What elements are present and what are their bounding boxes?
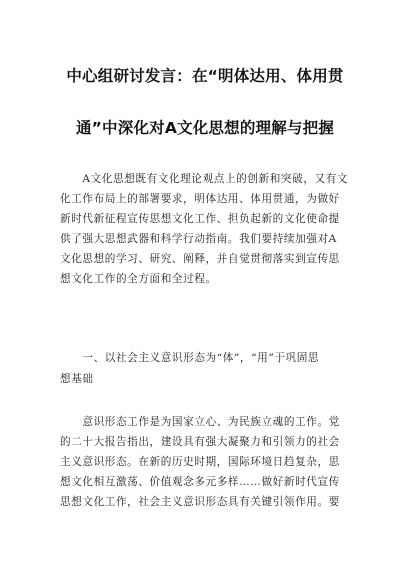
paragraph-line: 主义意识形态。在新的历史时期，国际环境日趋复杂，思 — [60, 456, 340, 468]
paragraph-line: 想文化相互激荡、价值观念多元多样……做好新时代宣传 — [60, 476, 340, 488]
paragraph-line: 的二十大报告指出，建设具有强大凝聚力和引领力的社会 — [60, 436, 340, 448]
heading-line: 想基础 — [60, 373, 94, 385]
section-heading-1 — [60, 348, 352, 390]
paragraph-line: 思想文化工作，社会主义意识形态具有关键引领作用。要 — [60, 496, 340, 508]
document-title-line-2: 通”中深化对A文化思想的理解与把握 — [75, 119, 335, 137]
paragraph-line: 化工作布局上的部署要求，明体达用、体用贯通，为做好 — [60, 193, 340, 205]
document-title-line-1: 中心组研讨发言：在“明体达用、体用贯 — [66, 67, 344, 85]
paragraph-line: 文化思想的学习、研究、阐释，并自觉贯彻落实到宣传思 — [60, 253, 340, 265]
paragraph-line: 想文化工作的全方面和全过程。 — [60, 273, 217, 285]
paragraph-line: 新时代新征程宣传思想文化工作、担负起新的文化使命提 — [60, 213, 340, 225]
paragraph-ideology — [60, 412, 352, 512]
heading-line: 一、以社会主义意识形态为“体”，“用”于巩固思 — [60, 352, 320, 364]
paragraph-line: 意识形态工作是为国家立心、为民族立魂的工作。党 — [60, 416, 340, 428]
paragraph-line: A文化思想既有文化理论观点上的创新和突破，又有文 — [60, 173, 349, 185]
paragraph-line: 供了强大思想武器和科学行动指南。我们要持续加强对A — [60, 233, 337, 245]
paragraph-intro — [60, 169, 352, 289]
